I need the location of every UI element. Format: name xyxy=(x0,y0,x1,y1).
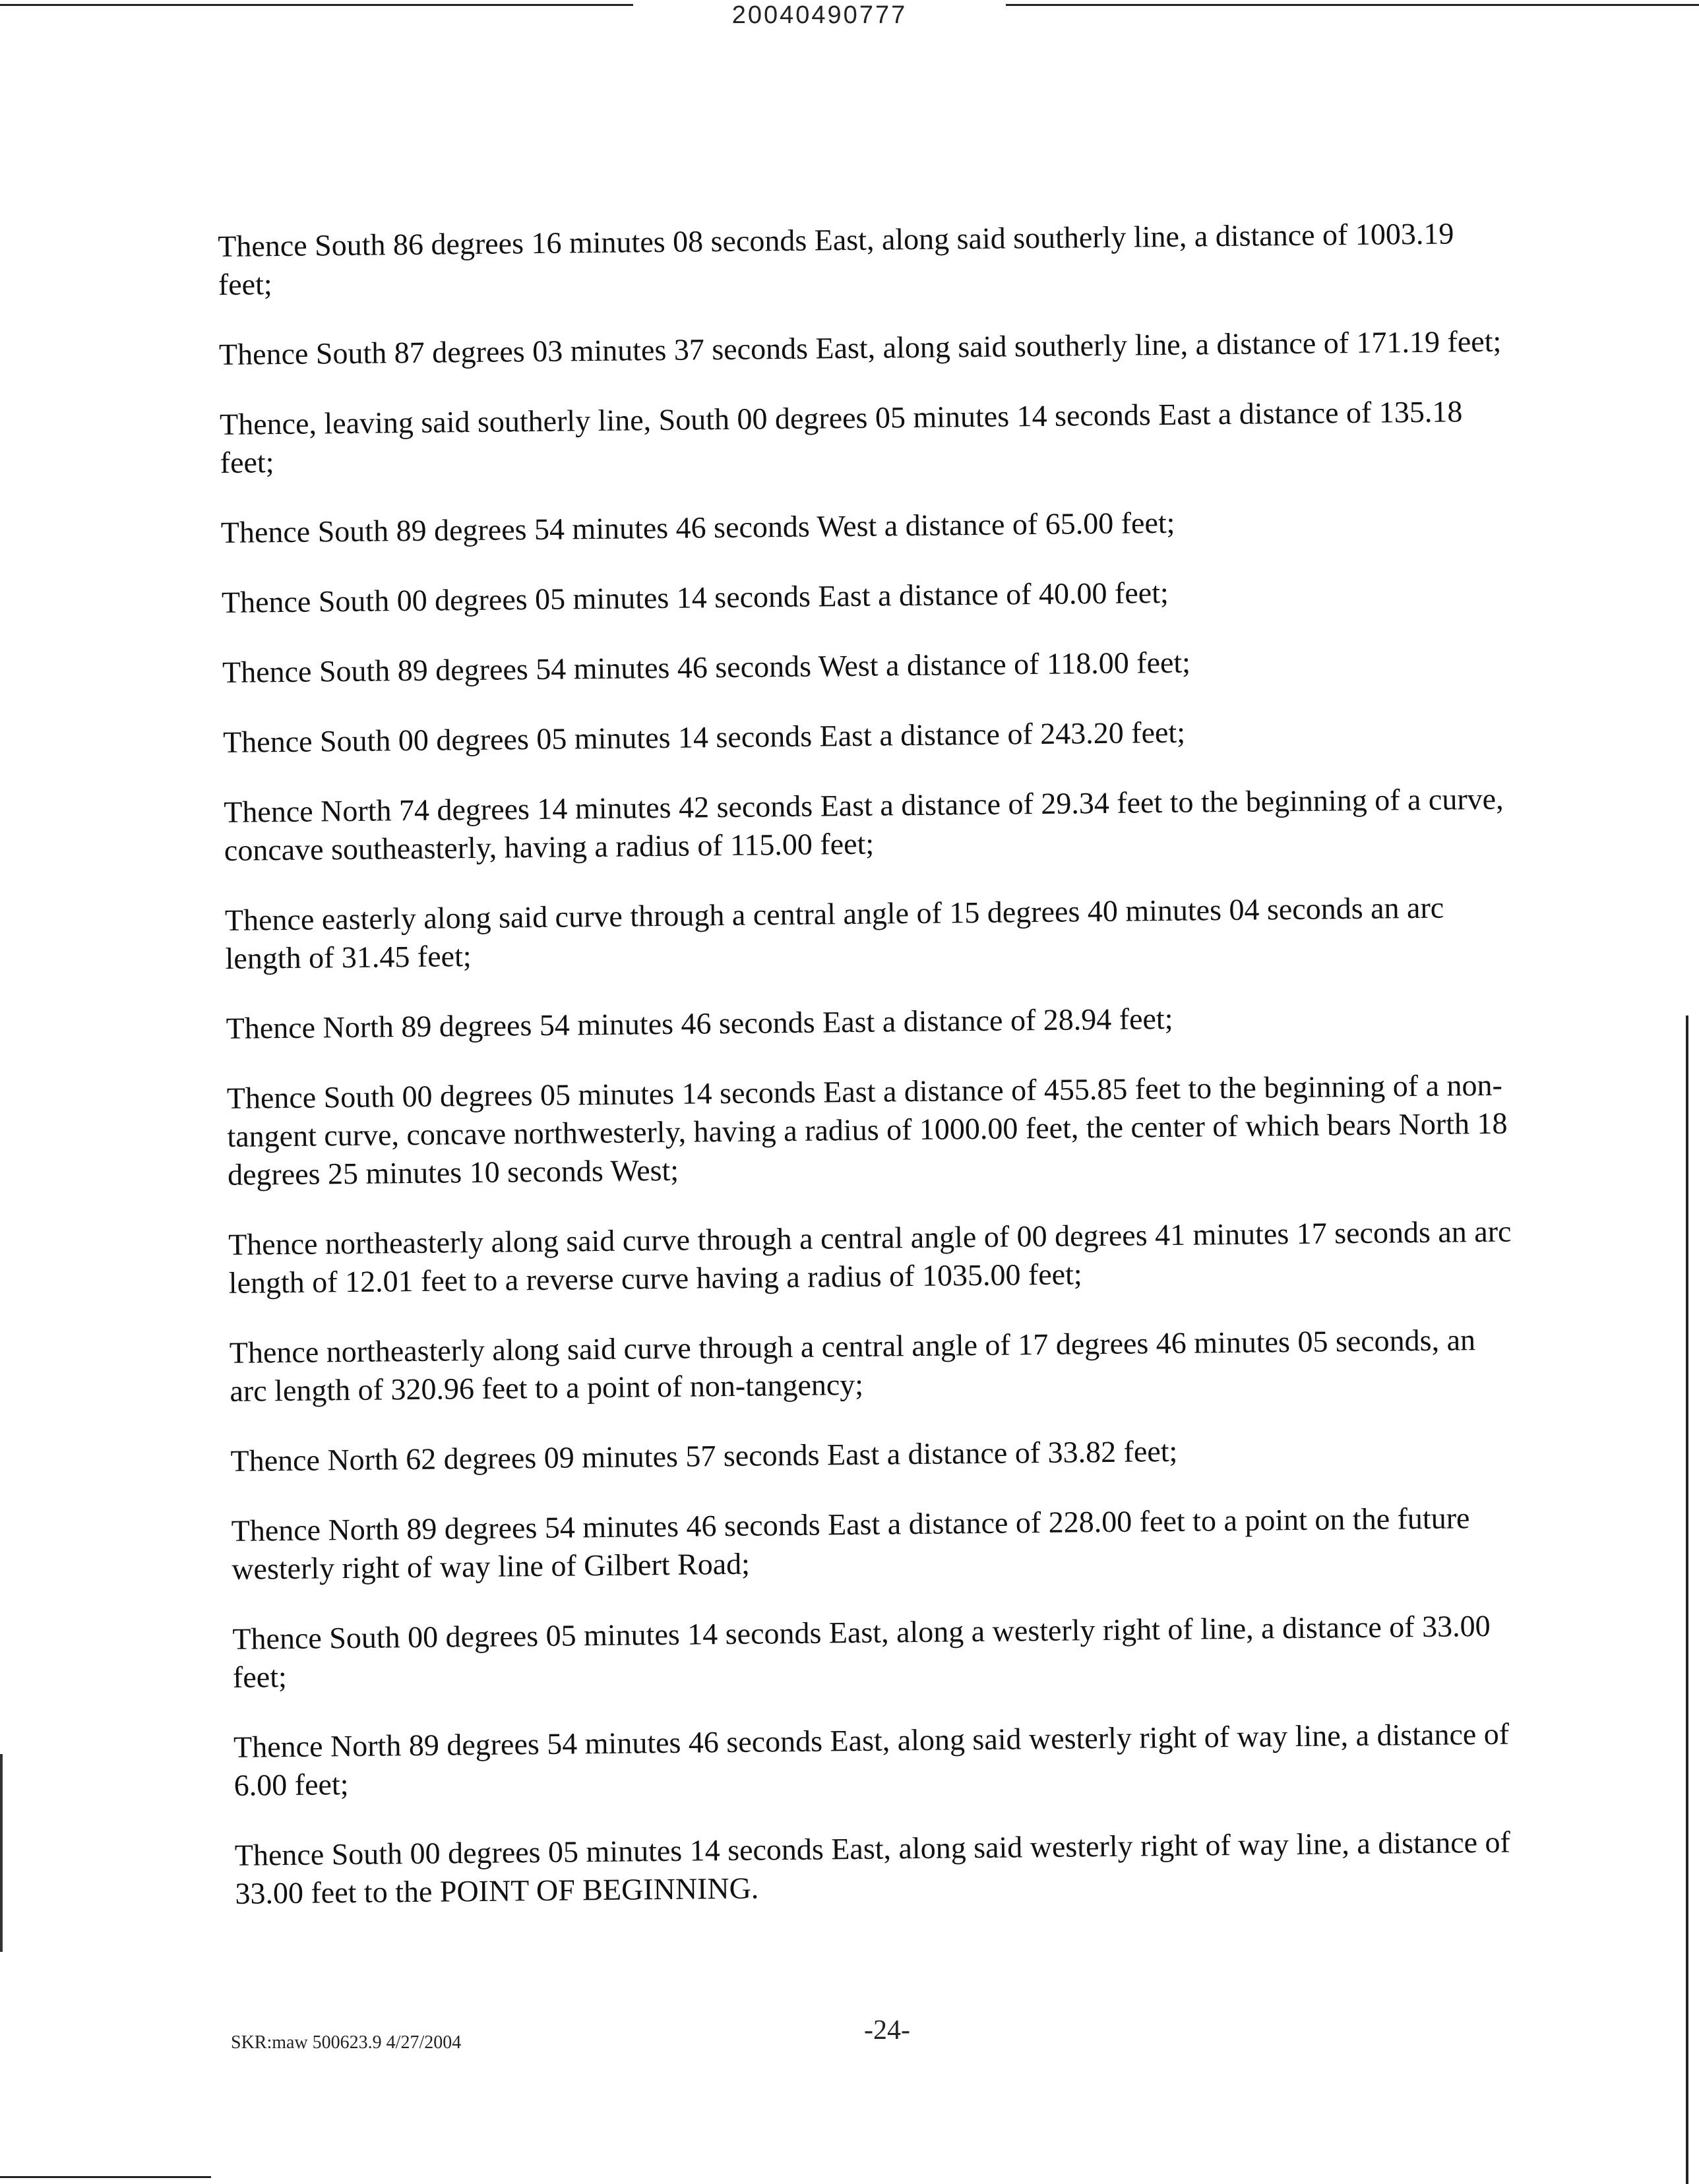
paragraph: Thence North 89 degrees 54 minutes 46 seconds East a distance of 28.94 feet; xyxy=(226,1001,1173,1045)
paragraph: Thence North 74 degrees 14 minutes 42 seconds East a distance of 29.34 feet to the beginning of a curve, concave southeasterly, having a radius of 115.00 feet; xyxy=(224,781,1504,867)
top-rule-right xyxy=(1006,4,1699,6)
paragraph: Thence South 00 degrees 05 minutes 14 seconds East a distance of 455.85 feet to the beginning of a non-tangent curve, concave northwesterly, having a radius of 1000.00 feet, the center of which bears North 18 degrees 25 minutes 10 seconds West; xyxy=(226,1068,1508,1192)
page-number: -24- xyxy=(864,2015,910,2046)
paragraph: Thence North 89 degrees 54 minutes 46 seconds East a distance of 228.00 feet to a point on the future westerly right of way line of Gilbert Road; xyxy=(231,1501,1470,1586)
paragraph: Thence northeasterly along said curve through a central angle of 17 degrees 46 minutes 05 seconds, an arc length of 320.96 feet to a point of non-tangency; xyxy=(229,1323,1476,1408)
paragraph: Thence South 87 degrees 03 minutes 37 seconds East, along said southerly line, a distance of 171.19 feet; xyxy=(218,324,1502,371)
paragraph: Thence South 89 degrees 54 minutes 46 seconds West a distance of 118.00 feet; xyxy=(222,645,1191,689)
scan-edge-right xyxy=(1686,1016,1688,2184)
paragraph: Thence South 86 degrees 16 minutes 08 seconds East, along said southerly line, a distance of 1003.19 feet; xyxy=(218,216,1454,301)
scan-edge-left xyxy=(0,1754,3,1952)
paragraph: Thence South 89 degrees 54 minutes 46 seconds West a distance of 65.00 feet; xyxy=(220,505,1175,549)
paragraph: Thence northeasterly along said curve through a central angle of 00 degrees 41 minutes 17 seconds an arc length of 12.01 feet to a reverse curve having a radius of 1035.00 feet; xyxy=(228,1214,1512,1300)
paragraph: Thence North 62 degrees 09 minutes 57 seconds East a distance of 33.82 feet; xyxy=(230,1434,1178,1478)
paragraph: Thence North 89 degrees 54 minutes 46 seconds East, along said westerly right of way line, a distance of 6.00 feet; xyxy=(233,1716,1510,1802)
paragraph: Thence South 00 degrees 05 minutes 14 seconds East, along said westerly right of way line, a distance of 33.00 feet to the POINT OF BEGINNING. xyxy=(234,1825,1511,1910)
legal-description-body xyxy=(218,214,1522,1945)
paragraph: Thence South 00 degrees 05 minutes 14 seconds East a distance of 243.20 feet; xyxy=(222,715,1186,759)
bottom-rule xyxy=(0,2176,211,2178)
paragraph: Thence easterly along said curve through a central angle of 15 degrees 40 minutes 04 seconds an arc length of 31.45 feet; xyxy=(224,890,1444,975)
paragraph: Thence, leaving said southerly line, South 00 degrees 05 minutes 14 seconds East a distance of 135.18 feet; xyxy=(219,394,1463,479)
paragraph: Thence South 00 degrees 05 minutes 14 seconds East a distance of 40.00 feet; xyxy=(221,575,1169,619)
document-number: 20040490777 xyxy=(731,1,908,29)
top-rule-left xyxy=(0,4,633,6)
paragraph: Thence South 00 degrees 05 minutes 14 seconds East, along a westerly right of line, a distance of 33.00 feet; xyxy=(232,1608,1491,1694)
footer-document-id: SKR:maw 500623.9 4/27/2004 xyxy=(231,2032,462,2053)
